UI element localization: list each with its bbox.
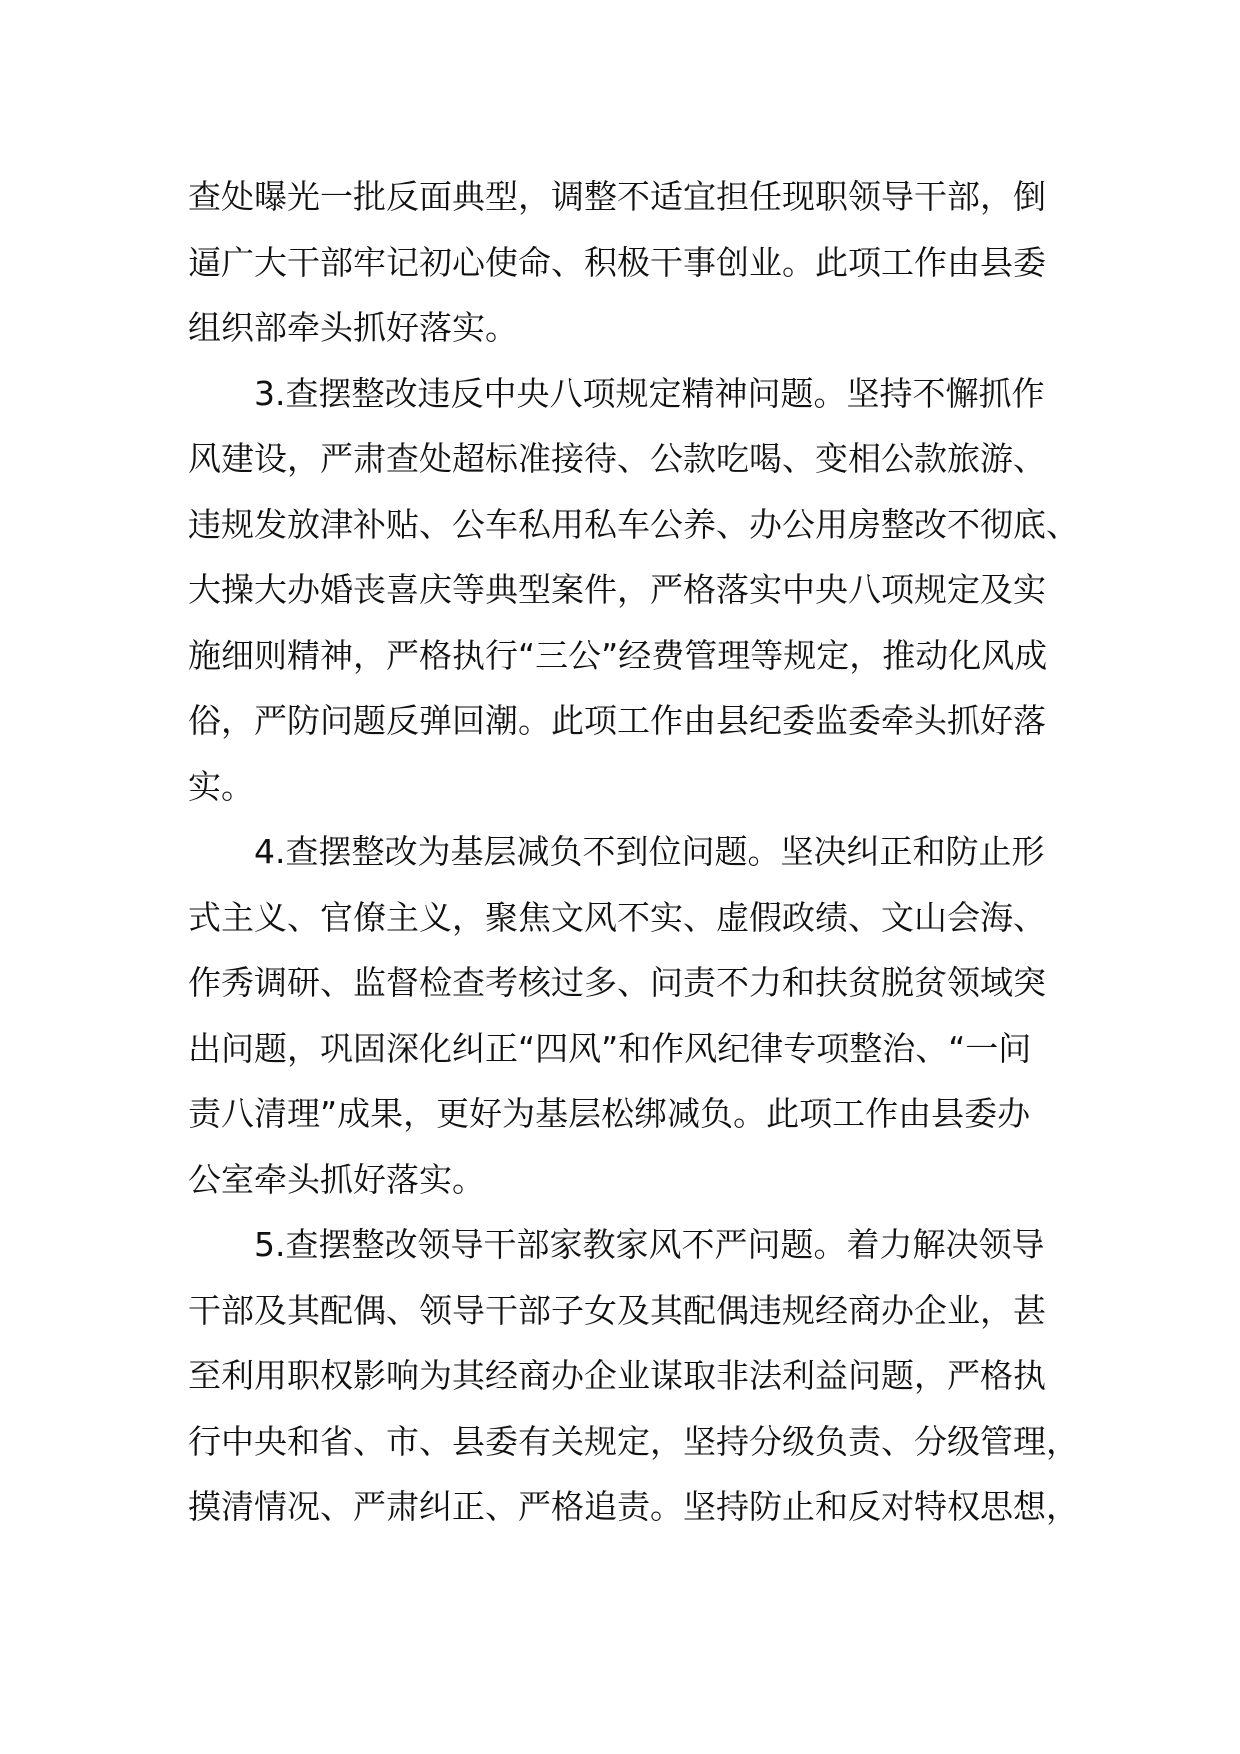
text-line: 式主义、官僚主义，聚焦文风不实、虚假政绩、文山会海、 <box>188 897 1046 937</box>
text-line: 组织部牵头抓好落实。 <box>188 308 518 347</box>
paragraph-4-heading-line: 4.查摆整改为基层减负不到位问题。坚决纠正和防止形 <box>254 832 1045 871</box>
text-line: 大操大办婚丧喜庆等典型案件，严格落实中央八项规定及实 <box>188 570 1046 609</box>
text-line: 实。 <box>188 766 254 806</box>
text-line: 作秀调研、监督检查考核过多、问责不力和扶贫脱贫领域突 <box>188 963 1046 1002</box>
text-line: 出问题，巩固深化纠正“四风”和作风纪律专项整治、“一问 <box>188 1028 1032 1068</box>
text-line: 公室牵头抓好落实。 <box>188 1159 485 1199</box>
text-line: 违规发放津补贴、公车私用私车公养、办公用房整改不彻底、 <box>188 504 1079 544</box>
text-line: 施细则精神，严格执行“三公”经费管理等规定，推动化风成 <box>188 635 1048 675</box>
text-line: 查处曝光一批反面典型，调整不适宜担任现职领导干部，倒 <box>188 177 1046 216</box>
text-line: 摸清情况、严肃纠正、严格追责。坚持防止和反对特权思想， <box>188 1487 1079 1526</box>
text-line: 风建设，严肃查处超标准接待、公款吃喝、变相公款旅游、 <box>188 439 1046 478</box>
paragraph-3-heading-line: 3.查摆整改违反中央八项规定精神问题。坚持不懈抓作 <box>254 373 1045 413</box>
text-line: 干部及其配偶、领导干部子女及其配偶违规经商办企业，甚 <box>188 1290 1046 1330</box>
text-line: 俗，严防问题反弹回潮。此项工作由县纪委监委牵头抓好落 <box>188 701 1046 740</box>
document-body <box>188 164 1088 1540</box>
text-line: 至利用职权影响为其经商办企业谋取非法利益问题，严格执 <box>188 1356 1046 1395</box>
paragraph-5-heading-line: 5.查摆整改领导干部家教家风不严问题。着力解决领导 <box>254 1225 1045 1264</box>
text-line: 责八清理”成果，更好为基层松绑减负。此项工作由县委办 <box>188 1094 1031 1133</box>
text-line: 行中央和省、市、县委有关规定，坚持分级负责、分级管理， <box>188 1421 1079 1461</box>
text-line: 逼广大干部牢记初心使命、积极干事创业。此项工作由县委 <box>188 242 1046 282</box>
